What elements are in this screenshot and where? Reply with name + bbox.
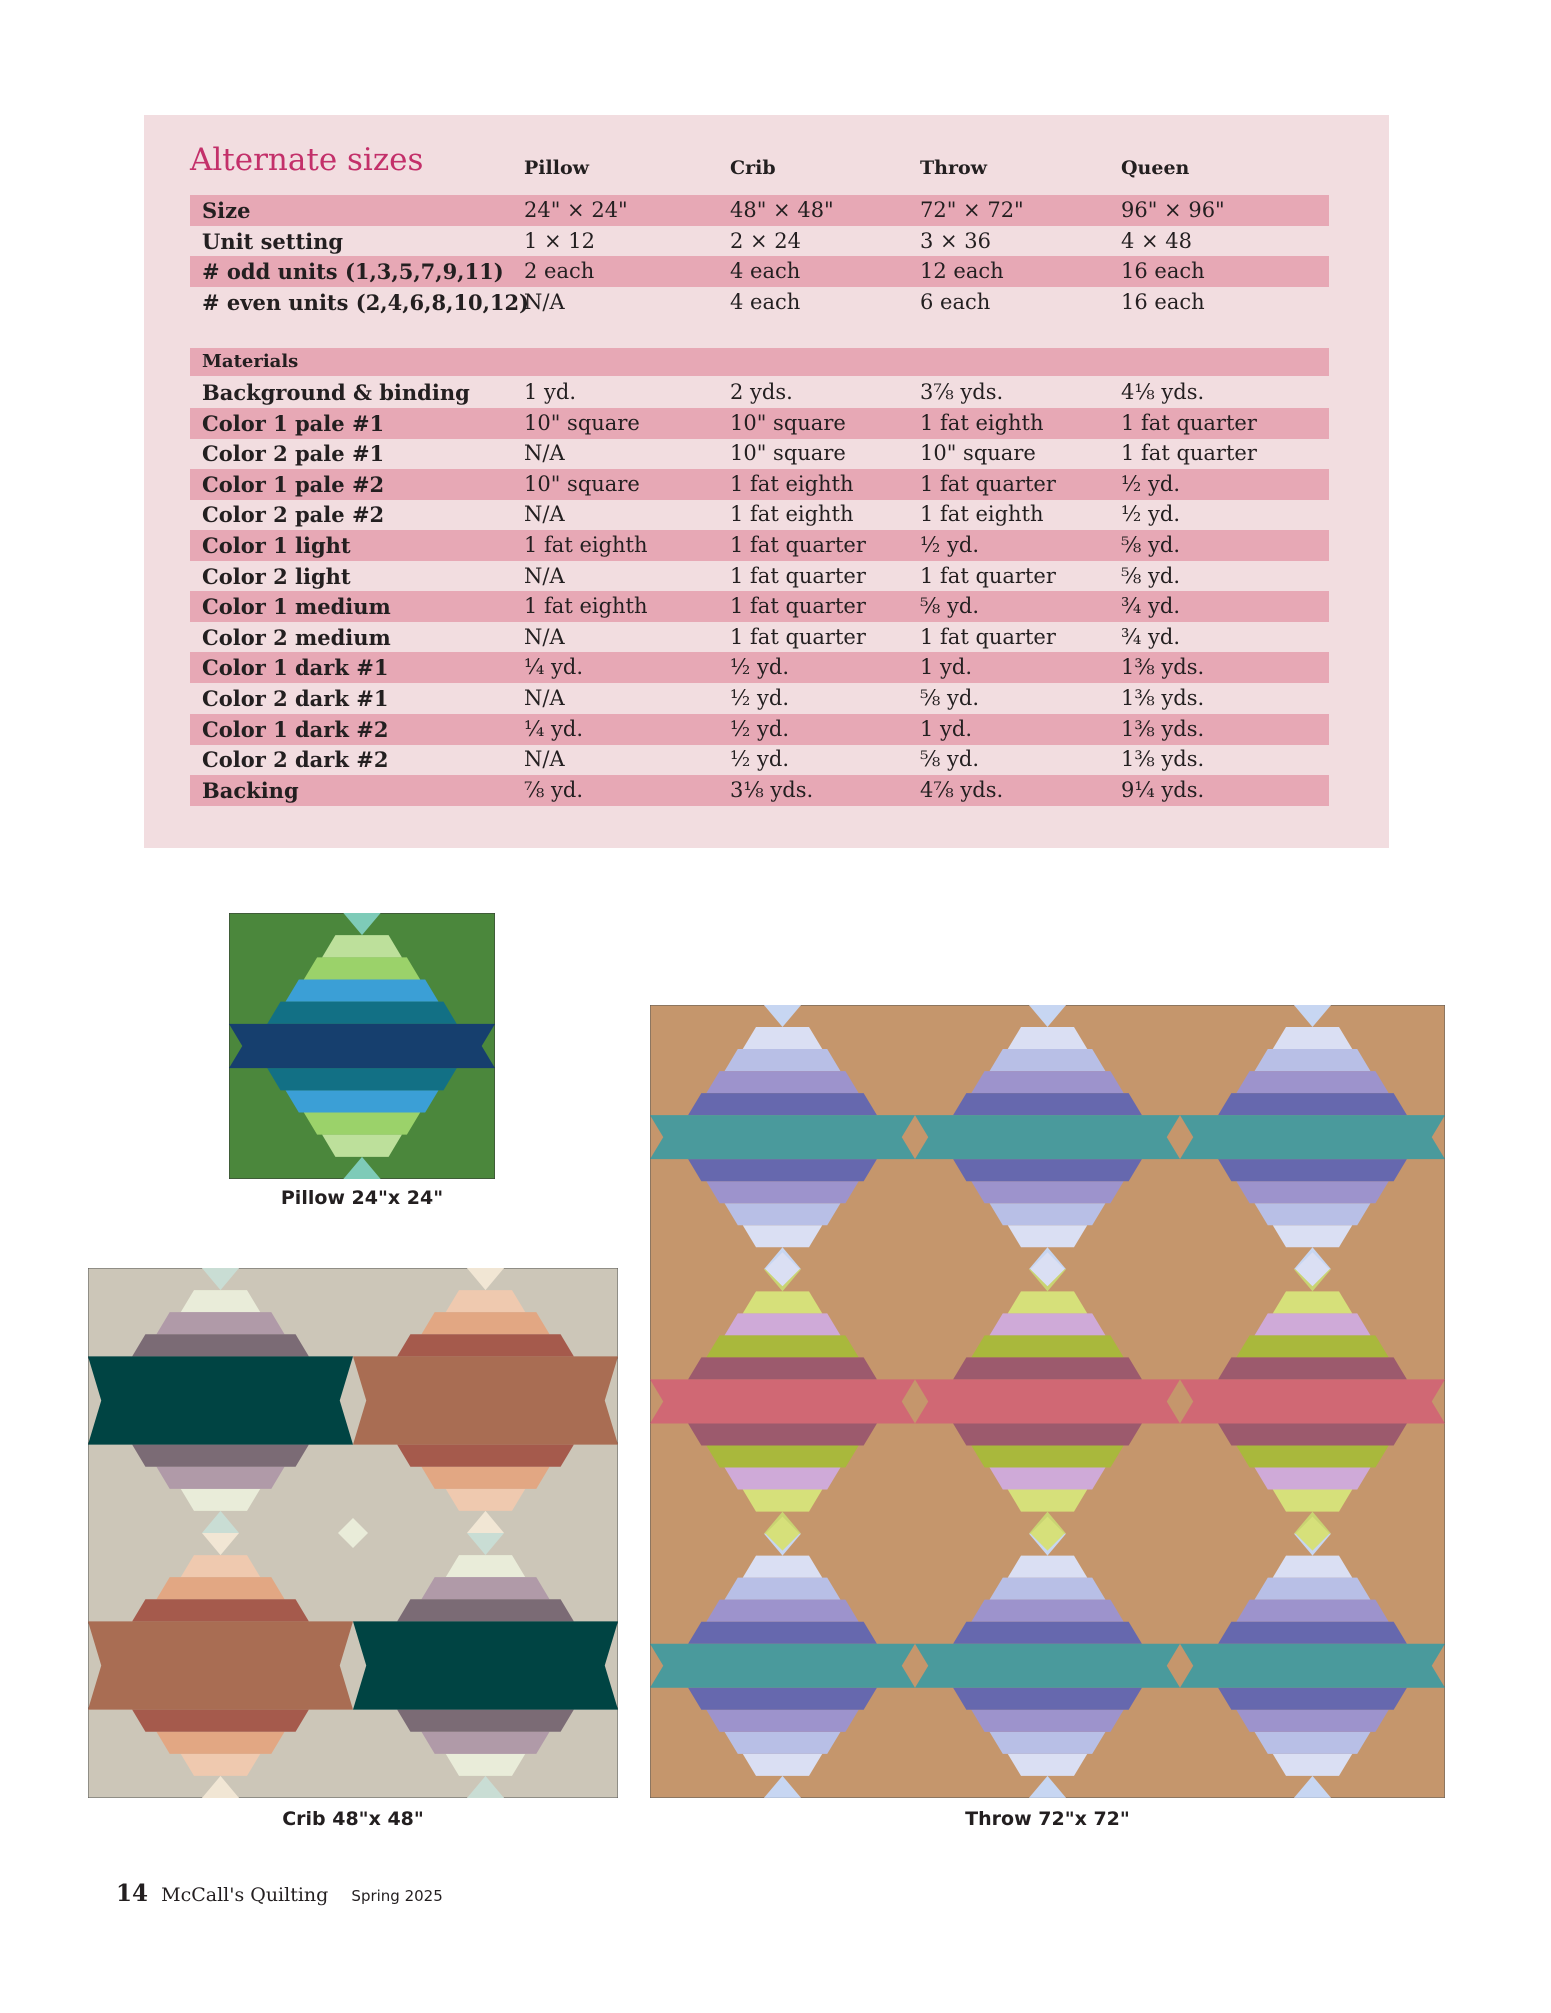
quilt-strip (1218, 1688, 1407, 1710)
cell-throw: ⅝ yd. (920, 686, 980, 710)
quilt-strip (688, 1622, 877, 1644)
cell-throw: ⅝ yd. (920, 594, 980, 619)
row-label: Color 1 medium (202, 594, 391, 620)
cell-crib: ½ yd. (730, 686, 790, 710)
cell-pillow: N/A (524, 441, 565, 466)
issue-date: Spring 2025 (351, 1887, 443, 1905)
cell-throw: 72" × 72" (920, 198, 1024, 222)
quilt-strip (132, 1445, 309, 1467)
row-label: Color 2 dark #2 (202, 747, 389, 773)
table-row (190, 408, 1329, 439)
quilt-center-band (915, 1115, 1180, 1159)
table-row (190, 561, 1329, 592)
quilt-strip (397, 1599, 574, 1621)
quilt-strip (181, 1555, 261, 1577)
cell-queen: ⅝ yd. (1121, 563, 1181, 588)
cell-crib: 1 fat quarter (730, 533, 866, 557)
quilt-strip (688, 1357, 877, 1379)
cell-queen: 9¼ yds. (1121, 777, 1205, 802)
cell-pillow: 1 fat eighth (524, 594, 648, 619)
cell-pillow: N/A (524, 747, 565, 772)
quilt-strip (743, 1754, 823, 1776)
quilt-strip (1273, 1556, 1353, 1578)
cell-queen: ¾ yd. (1121, 594, 1181, 619)
quilt-strip (181, 1489, 261, 1511)
quilt-strip (990, 1468, 1106, 1490)
quilt-strip (1255, 1049, 1371, 1071)
quilt-strip (1008, 1490, 1088, 1512)
quilt-center-band (1180, 1644, 1445, 1688)
column-header-throw: Throw (920, 157, 987, 179)
cell-throw: 1 yd. (920, 655, 973, 680)
quilt-strip (1008, 1556, 1088, 1578)
quilt-strip (397, 1334, 574, 1356)
quilt-strip (446, 1754, 526, 1776)
quilt-strip (706, 1600, 858, 1622)
cell-throw: 1 fat eighth (920, 502, 1044, 527)
cell-pillow: N/A (524, 686, 565, 710)
row-label: Color 2 pale #1 (202, 441, 385, 467)
quilt-strip (1218, 1622, 1407, 1644)
quilt-strip (132, 1599, 309, 1621)
quilt-strip (971, 1335, 1123, 1357)
cell-queen: 1⅜ yds. (1121, 747, 1205, 772)
cell-throw: 1 fat quarter (920, 471, 1056, 496)
quilt-strip (1273, 1291, 1353, 1313)
quilt-strip (990, 1049, 1106, 1071)
row-label: Backing (202, 777, 299, 803)
quilt-strip (322, 935, 402, 957)
cell-throw: 10" square (920, 441, 1036, 466)
cell-queen: 1⅜ yds. (1121, 716, 1205, 741)
cell-crib: 2 × 24 (730, 228, 802, 253)
table-row (190, 287, 1329, 318)
cell-pillow: 10" square (524, 471, 640, 496)
quilt-strip (304, 957, 420, 979)
quilt-strip (421, 1732, 549, 1754)
quilt-strip (1008, 1291, 1088, 1313)
quilt-strip (706, 1181, 858, 1203)
row-label: Color 2 light (202, 563, 351, 589)
quilt-strip (421, 1467, 549, 1489)
quilt-strip (421, 1577, 549, 1599)
cell-throw: 1 yd. (920, 716, 973, 741)
quilt-strip (953, 1159, 1142, 1181)
quilt-strip (1255, 1313, 1371, 1335)
row-label: Color 2 dark #1 (202, 686, 389, 711)
quilt-strip (725, 1578, 841, 1600)
cell-crib: ½ yd. (730, 655, 790, 680)
quilt-strip (132, 1334, 309, 1356)
quilt-strip (1236, 1335, 1388, 1357)
table-row (190, 469, 1329, 500)
quilt-strip (743, 1225, 823, 1247)
quilt-strip (421, 1312, 549, 1334)
table-row (190, 226, 1329, 257)
quilt-strip (953, 1622, 1142, 1644)
quilt-strip (181, 1754, 261, 1776)
quilt-strip (1255, 1468, 1371, 1490)
quilt-strip (990, 1313, 1106, 1335)
page-footer (116, 1880, 443, 1907)
quilt-strip (397, 1710, 574, 1732)
table-row (190, 775, 1329, 806)
cell-crib: 1 fat eighth (730, 471, 854, 496)
quilt-strip (1218, 1357, 1407, 1379)
quilt-strip (706, 1710, 858, 1732)
crib-caption: Crib 48"x 48" (282, 1808, 424, 1830)
cell-queen: ¾ yd. (1121, 624, 1181, 649)
table-row (190, 652, 1329, 683)
quilt-strip (1218, 1159, 1407, 1181)
cell-crib: 1 fat quarter (730, 624, 866, 649)
row-label: Color 2 medium (202, 624, 391, 650)
quilt-strip (286, 1090, 439, 1112)
table-row (190, 591, 1329, 622)
cell-pillow: ⅞ yd. (524, 777, 584, 802)
quilt-strip (1236, 1071, 1388, 1093)
cell-crib: 1 fat quarter (730, 594, 866, 619)
cell-throw: 3 × 36 (920, 228, 992, 253)
quilt-strip (743, 1490, 823, 1512)
quilt-strip (156, 1577, 284, 1599)
cell-pillow: 1 fat eighth (524, 533, 648, 557)
quilt-strip (156, 1467, 284, 1489)
row-label: Color 1 dark #2 (202, 716, 389, 742)
table-row (190, 195, 1329, 226)
column-header-pillow: Pillow (524, 157, 589, 179)
quilt-strip (725, 1468, 841, 1490)
cell-pillow: N/A (524, 563, 565, 588)
quilt-strip (322, 1135, 402, 1157)
quilt-strip (1273, 1490, 1353, 1512)
quilt-strip (743, 1556, 823, 1578)
table-row (190, 499, 1329, 530)
table-row (190, 256, 1329, 287)
cell-crib: 4 each (730, 289, 801, 314)
quilt-strip (1255, 1732, 1371, 1754)
cell-throw: 1 fat eighth (920, 410, 1044, 435)
quilt-strip (132, 1710, 309, 1732)
quilt-strip (1236, 1181, 1388, 1203)
cell-pillow: 2 each (524, 259, 595, 284)
table-row (190, 714, 1329, 745)
cell-throw: 1 fat quarter (920, 624, 1056, 649)
quilt-strip (446, 1290, 526, 1312)
quilt-strip (1218, 1423, 1407, 1445)
cell-pillow: N/A (524, 289, 565, 314)
cell-queen: 16 each (1121, 259, 1205, 284)
table-row (190, 622, 1329, 653)
quilt-strip (688, 1159, 877, 1181)
quilt-strip (688, 1093, 877, 1115)
cell-crib: 3⅛ yds. (730, 777, 814, 802)
materials-header-row (190, 348, 1329, 376)
quilt-center-band (650, 1644, 915, 1688)
cell-pillow: 1 yd. (524, 380, 577, 404)
cell-queen: 1⅜ yds. (1121, 686, 1205, 710)
quilt-strip (688, 1688, 877, 1710)
table-row (190, 744, 1329, 775)
cell-pillow: N/A (524, 502, 565, 527)
quilt-strip (971, 1710, 1123, 1732)
cell-queen: 4 × 48 (1121, 228, 1193, 253)
cell-queen: 16 each (1121, 289, 1205, 314)
quilt-strip (953, 1688, 1142, 1710)
quilt-strip (156, 1732, 284, 1754)
cell-crib: 10" square (730, 441, 846, 466)
quilt-strip (304, 1113, 420, 1135)
row-label: Size (202, 198, 251, 223)
row-label: Color 1 pale #1 (202, 410, 385, 436)
cell-throw: 1 fat quarter (920, 563, 1056, 588)
quilt-center-band (353, 1621, 618, 1709)
cell-pillow: ¼ yd. (524, 716, 584, 741)
quilt-strip (971, 1071, 1123, 1093)
cell-crib: ½ yd. (730, 716, 790, 741)
pillow-quilt-image (229, 913, 495, 1179)
quilt-strip (1008, 1225, 1088, 1247)
cell-crib: 48" × 48" (730, 198, 834, 222)
quilt-strip (1273, 1754, 1353, 1776)
quilt-strip (953, 1357, 1142, 1379)
quilt-strip (706, 1071, 858, 1093)
table-row (190, 530, 1329, 561)
quilt-strip (1255, 1578, 1371, 1600)
quilt-strip (725, 1313, 841, 1335)
quilt-strip (267, 1002, 457, 1024)
column-header-crib: Crib (730, 157, 776, 179)
quilt-strip (1255, 1203, 1371, 1225)
cell-throw: 3⅞ yds. (920, 380, 1004, 404)
cell-queen: 1⅜ yds. (1121, 655, 1205, 680)
quilt-strip (1273, 1225, 1353, 1247)
quilt-strip (990, 1578, 1106, 1600)
quilt-strip (688, 1423, 877, 1445)
quilt-strip (971, 1600, 1123, 1622)
quilt-strip (286, 980, 439, 1002)
cell-queen: 96" × 96" (1121, 198, 1225, 222)
cell-queen: ⅝ yd. (1121, 533, 1181, 557)
cell-queen: ½ yd. (1121, 471, 1181, 496)
row-label: Color 2 pale #2 (202, 502, 385, 528)
table-row (190, 438, 1329, 469)
cell-pillow: 10" square (524, 410, 640, 435)
quilt-strip (397, 1445, 574, 1467)
quilt-center-band (88, 1621, 353, 1709)
quilt-center-band (229, 1024, 495, 1068)
quilt-strip (743, 1027, 823, 1049)
row-label: Color 1 pale #2 (202, 471, 385, 497)
cell-pillow: ¼ yd. (524, 655, 584, 680)
cell-throw: 12 each (920, 259, 1004, 284)
quilt-strip (990, 1203, 1106, 1225)
table-row (190, 683, 1329, 714)
quilt-center-band (1180, 1115, 1445, 1159)
quilt-strip (1273, 1027, 1353, 1049)
throw-caption: Throw 72"x 72" (965, 1808, 1130, 1830)
quilt-strip (446, 1489, 526, 1511)
quilt-strip (267, 1068, 457, 1090)
quilt-strip (743, 1291, 823, 1313)
quilt-center-band (915, 1644, 1180, 1688)
quilt-strip (1236, 1710, 1388, 1732)
cell-pillow: N/A (524, 624, 565, 649)
cell-throw: ½ yd. (920, 533, 980, 557)
row-label: # even units (2,4,6,8,10,12) (202, 289, 530, 315)
table-row (190, 377, 1329, 408)
cell-queen: ½ yd. (1121, 502, 1181, 527)
crib-quilt-image (88, 1268, 618, 1798)
quilt-strip (990, 1732, 1106, 1754)
cell-crib: 1 fat eighth (730, 502, 854, 527)
quilt-center-band (650, 1379, 915, 1423)
cell-crib: 1 fat quarter (730, 563, 866, 588)
quilt-strip (181, 1290, 261, 1312)
cell-queen: 1 fat quarter (1121, 410, 1257, 435)
throw-quilt-image (650, 1005, 1445, 1798)
quilt-strip (1008, 1754, 1088, 1776)
quilt-center-band (915, 1379, 1180, 1423)
cell-throw: 6 each (920, 289, 991, 314)
cell-queen: 4⅛ yds. (1121, 380, 1205, 404)
quilt-strip (725, 1049, 841, 1071)
panel-title: Alternate sizes (190, 142, 424, 178)
quilt-strip (446, 1555, 526, 1577)
row-label: Background & binding (202, 380, 470, 405)
quilt-strip (156, 1312, 284, 1334)
quilt-strip (1236, 1446, 1388, 1468)
cell-queen: 1 fat quarter (1121, 441, 1257, 466)
pillow-caption: Pillow 24"x 24" (280, 1187, 444, 1209)
row-label: Unit setting (202, 228, 344, 254)
quilt-center-band (353, 1356, 618, 1444)
quilt-strip (1008, 1027, 1088, 1049)
cell-crib: 4 each (730, 259, 801, 284)
quilt-strip (953, 1423, 1142, 1445)
quilt-strip (725, 1203, 841, 1225)
materials-label: Materials (202, 351, 299, 372)
row-label: Color 1 light (202, 533, 351, 558)
magazine-name: McCall's Quilting (161, 1884, 329, 1906)
row-label: # odd units (1,3,5,7,9,11) (202, 259, 504, 285)
cell-pillow: 24" × 24" (524, 198, 628, 222)
quilt-strip (1218, 1093, 1407, 1115)
column-header-queen: Queen (1121, 157, 1190, 179)
quilt-strip (706, 1446, 858, 1468)
page-number: 14 (116, 1880, 149, 1907)
cell-pillow: 1 × 12 (524, 228, 596, 253)
quilt-strip (1236, 1600, 1388, 1622)
quilt-strip (706, 1335, 858, 1357)
quilt-strip (953, 1093, 1142, 1115)
cell-crib: 10" square (730, 410, 846, 435)
cell-crib: 2 yds. (730, 380, 793, 404)
cell-throw: 4⅞ yds. (920, 777, 1004, 802)
quilt-strip (971, 1446, 1123, 1468)
quilt-center-band (650, 1115, 915, 1159)
quilt-center-band (1180, 1379, 1445, 1423)
row-label: Color 1 dark #1 (202, 655, 389, 681)
quilt-strip (971, 1181, 1123, 1203)
cell-throw: ⅝ yd. (920, 747, 980, 772)
quilt-strip (725, 1732, 841, 1754)
cell-crib: ½ yd. (730, 747, 790, 772)
quilt-center-band (88, 1356, 353, 1444)
